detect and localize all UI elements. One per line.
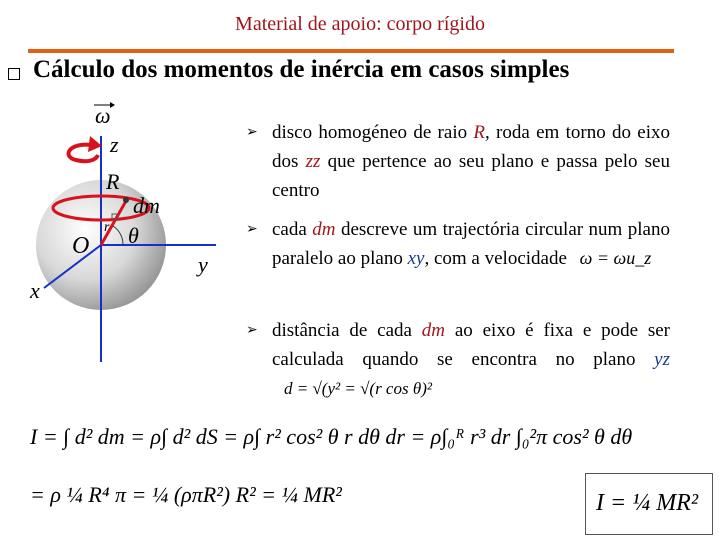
bullet-text: cada dm descreve um trajectória circular num plano paralelo ao plano xy, com a velocidade ω = ωu_z [272, 219, 670, 269]
bullet-text: disco homogéneo de raio R, roda em torno do eixo dos zz que pertence ao seu plano e passa pelo seu centro [272, 122, 670, 201]
y-label: y [198, 252, 208, 277]
dm-label: dm [133, 193, 160, 218]
result-box [585, 473, 713, 535]
r-label: r [104, 220, 110, 235]
x-label: x [30, 278, 40, 303]
section-heading: Cálculo dos momentos de inércia em casos simples [33, 56, 570, 83]
omega-label: ω [95, 103, 111, 128]
square-bullet-icon [8, 68, 20, 80]
omega-arrowhead-icon [110, 102, 115, 108]
arrow-bullet-icon: ➢ [246, 323, 258, 338]
theta-label: θ [128, 223, 139, 248]
bullet-text: distância de cada dm ao eixo é fixa e pode ser calculada quando se encontra no plano yz d = √(y² = √(r cos θ)² [272, 320, 671, 398]
z-label: z [110, 132, 119, 157]
R-label: R [106, 169, 120, 194]
rotating-disk-figure [20, 100, 246, 370]
dm-point [123, 197, 129, 203]
slide-title: Material de apoio: corpo rígido [235, 13, 485, 35]
origin-label: O [72, 233, 90, 259]
arrow-bullet-icon: ➢ [246, 222, 258, 237]
result-formula: I = ¼ MR² [596, 490, 699, 516]
inertia-integral-line1: I = ∫ d² dm = ρ∫ d² dS = ρ∫ r² cos² θ r dθ dr = ρ∫₀ᴿ r³ dr ∫₀²π cos² θ dθ [30, 424, 633, 449]
inertia-integral-line2: = ρ ¼ R⁴ π = ¼ (ρπR²) R² = ¼ MR² [30, 482, 342, 507]
arrow-bullet-icon: ➢ [246, 125, 258, 140]
velocity-formula: ω = ωu_z [579, 248, 652, 268]
distance-formula: d = √(y² = √(r cos θ)² [284, 379, 432, 398]
rotation-arrowhead-icon [88, 136, 102, 152]
title-divider [28, 49, 674, 53]
